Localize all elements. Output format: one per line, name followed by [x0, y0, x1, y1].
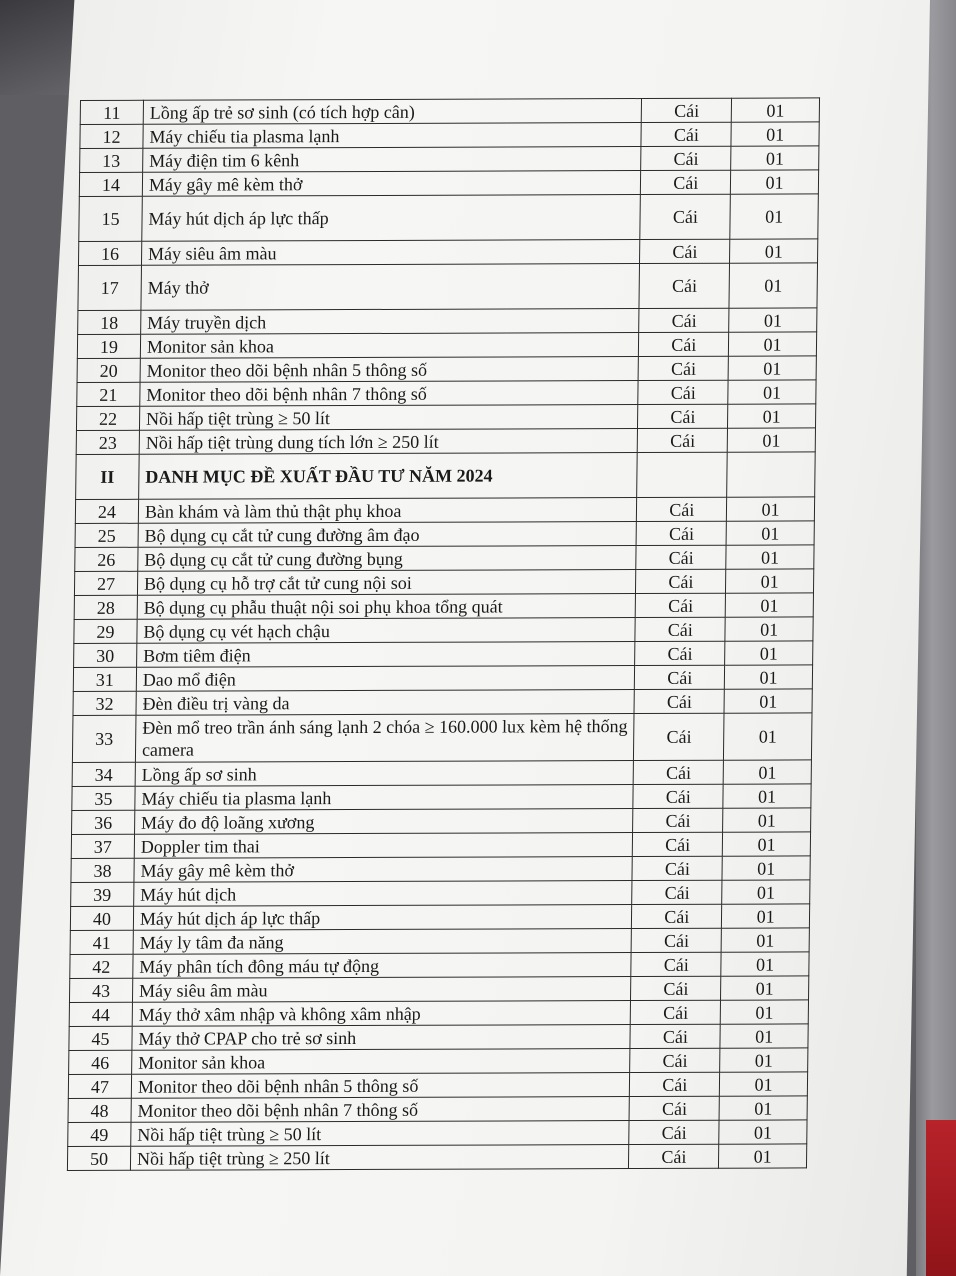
quantity-cell: 01	[725, 665, 813, 689]
unit-cell: Cái	[632, 904, 722, 928]
quantity-cell: 01	[723, 808, 811, 832]
quantity-cell: 01	[725, 641, 813, 665]
item-name-cell: Bộ dụng cụ vét hạch chậu	[137, 618, 636, 644]
quantity-cell: 01	[725, 593, 813, 617]
unit-cell: Cái	[636, 593, 726, 617]
unit-cell: Cái	[629, 1144, 719, 1168]
unit-cell: Cái	[638, 380, 728, 404]
unit-cell: Cái	[632, 880, 722, 904]
table-row	[80, 146, 819, 173]
item-name-cell: Bộ dụng cụ cắt tử cung đường âm đạo	[138, 522, 637, 548]
item-name-cell: Máy thở CPAP cho trẻ sơ sinh	[132, 1025, 631, 1051]
row-number-cell: 14	[79, 172, 142, 196]
row-number-cell: 18	[78, 310, 141, 334]
row-number-cell: 46	[69, 1050, 132, 1074]
unit-cell: Cái	[636, 545, 726, 569]
quantity-cell: 01	[731, 122, 819, 146]
item-name-cell: Máy thở	[141, 264, 640, 311]
unit-cell: Cái	[637, 521, 727, 545]
item-name-cell: Lồng ấp trẻ sơ sinh (có tích hợp cân)	[143, 99, 642, 125]
table-row	[78, 308, 817, 335]
unit-cell: Cái	[637, 497, 727, 521]
equipment-table	[67, 97, 820, 1171]
quantity-cell: 01	[731, 98, 819, 122]
row-number-cell: 11	[80, 100, 143, 124]
table-row	[78, 263, 818, 311]
row-number-cell: 27	[74, 571, 137, 595]
item-name-cell: Bơm tiêm điện	[137, 642, 636, 668]
item-name-cell: DANH MỤC ĐỀ XUẤT ĐẦU TƯ NĂM 2024	[139, 453, 638, 500]
quantity-cell: 01	[731, 146, 819, 170]
item-name-cell: Máy chiếu tia plasma lạnh	[143, 123, 642, 149]
unit-cell: Cái	[633, 808, 723, 832]
row-number-cell: 45	[69, 1026, 132, 1050]
row-number-cell: 43	[69, 978, 132, 1002]
quantity-cell: 01	[730, 239, 818, 263]
unit-cell: Cái	[640, 194, 730, 239]
table-row	[75, 545, 814, 572]
unit-cell: Cái	[638, 428, 728, 452]
table-row	[72, 760, 811, 787]
row-number-cell: 16	[78, 241, 141, 265]
table-row	[76, 428, 815, 455]
item-name-cell: Bộ dụng cụ hỗ trợ cắt tử cung nội soi	[137, 570, 636, 596]
unit-cell: Cái	[639, 263, 729, 308]
unit-cell: Cái	[634, 689, 724, 713]
item-name-cell: Monitor theo dõi bệnh nhân 7 thông số	[131, 1097, 630, 1123]
quantity-cell: 01	[726, 569, 814, 593]
row-number-cell: 30	[74, 643, 137, 667]
item-name-cell: Đèn điều trị vàng da	[136, 690, 635, 716]
row-number-cell: 15	[79, 196, 143, 241]
table-row	[68, 1072, 807, 1099]
row-number-cell: 37	[71, 834, 134, 858]
row-number-cell: 24	[75, 499, 138, 523]
item-name-cell: Máy gây mê kèm thở	[134, 857, 633, 883]
row-number-cell: 26	[75, 547, 138, 571]
item-name-cell: Máy hút dịch áp lực thấp	[142, 195, 641, 242]
row-number-cell: 47	[68, 1074, 131, 1098]
quantity-cell: 01	[723, 784, 811, 808]
row-number-cell: 34	[72, 762, 135, 786]
quantity-cell: 01	[719, 1120, 807, 1144]
item-name-cell: Máy đo độ loãng xương	[134, 809, 633, 835]
table-row	[77, 380, 816, 407]
unit-cell: Cái	[638, 404, 728, 428]
equipment-table-body	[67, 98, 819, 1171]
row-number-cell: 40	[70, 906, 133, 930]
item-name-cell: Máy gây mê kèm thở	[142, 171, 641, 197]
table-row	[71, 856, 810, 883]
row-number-cell: II	[76, 454, 140, 499]
quantity-cell: 01	[721, 952, 809, 976]
row-number-cell: 25	[75, 523, 138, 547]
quantity-cell: 01	[725, 617, 813, 641]
table-row	[68, 1120, 807, 1147]
quantity-cell: 01	[726, 521, 814, 545]
row-number-cell: 32	[73, 691, 136, 715]
unit-cell: Cái	[634, 760, 724, 784]
item-name-cell: Máy ly tâm đa năng	[133, 929, 632, 955]
unit-cell: Cái	[641, 146, 731, 170]
table-row	[80, 122, 819, 149]
table-row	[70, 928, 809, 955]
table-row	[80, 98, 819, 125]
unit-cell: Cái	[632, 856, 722, 880]
quantity-cell: 01	[729, 308, 817, 332]
unit-cell: Cái	[629, 1096, 719, 1120]
quantity-cell: 01	[721, 928, 809, 952]
quantity-cell: 01	[728, 404, 816, 428]
quantity-cell: 01	[728, 356, 816, 380]
table-row	[76, 404, 815, 431]
unit-cell: Cái	[639, 356, 729, 380]
row-number-cell: 21	[77, 382, 140, 406]
unit-cell: Cái	[630, 1048, 720, 1072]
quantity-cell: 01	[731, 170, 819, 194]
quantity-cell: 01	[727, 497, 815, 521]
table-row	[74, 617, 813, 644]
row-number-cell: 19	[77, 334, 140, 358]
table-row	[71, 832, 810, 859]
row-number-cell: 42	[70, 954, 133, 978]
unit-cell: Cái	[639, 332, 729, 356]
unit-cell: Cái	[632, 928, 722, 952]
background-red-object	[926, 1120, 956, 1276]
table-row	[70, 904, 809, 931]
quantity-cell: 01	[724, 689, 812, 713]
table-row	[67, 1144, 806, 1171]
quantity-cell: 01	[720, 1000, 808, 1024]
quantity-cell: 01	[722, 832, 810, 856]
table-row	[72, 713, 812, 763]
row-number-cell: 13	[80, 148, 143, 172]
quantity-cell: 01	[726, 545, 814, 569]
unit-cell: Cái	[633, 832, 723, 856]
row-number-cell: 23	[76, 430, 139, 454]
row-number-cell: 49	[68, 1122, 131, 1146]
table-row	[74, 593, 813, 620]
quantity-cell: 01	[721, 976, 809, 1000]
unit-cell	[637, 452, 727, 497]
row-number-cell: 36	[72, 810, 135, 834]
table-row	[79, 170, 818, 197]
item-name-cell: Bộ dụng cụ phẫu thuật nội soi phụ khoa tổng quát	[137, 594, 636, 620]
table-row	[69, 976, 808, 1003]
quantity-cell: 01	[720, 1024, 808, 1048]
quantity-cell: 01	[730, 194, 818, 239]
unit-cell: Cái	[630, 1024, 720, 1048]
quantity-cell: 01	[729, 263, 817, 308]
table-row	[78, 239, 817, 266]
table-row	[71, 880, 810, 907]
unit-cell: Cái	[641, 122, 731, 146]
quantity-cell: 01	[724, 713, 812, 760]
item-name-cell: Máy điện tim 6 kênh	[143, 147, 642, 173]
row-number-cell: 50	[67, 1146, 130, 1170]
unit-cell: Cái	[642, 98, 732, 122]
item-name-cell: Doppler tim thai	[134, 833, 633, 859]
unit-cell: Cái	[639, 308, 729, 332]
item-name-cell: Đèn mổ treo trần ánh sáng lạnh 2 chóa ≥ 160.000 lux kèm hệ thống camera	[135, 714, 634, 763]
row-number-cell: 17	[78, 265, 142, 310]
unit-cell: Cái	[636, 569, 726, 593]
table-row	[68, 1096, 807, 1123]
unit-cell: Cái	[631, 1000, 721, 1024]
quantity-cell: 01	[719, 1144, 807, 1168]
quantity-cell: 01	[722, 856, 810, 880]
item-name-cell: Bàn khám và làm thủ thật phụ khoa	[138, 498, 637, 524]
item-name-cell: Máy thở xâm nhập và không xâm nhập	[132, 1001, 631, 1027]
item-name-cell: Monitor theo dõi bệnh nhân 7 thông số	[140, 381, 639, 407]
unit-cell: Cái	[635, 665, 725, 689]
item-name-cell: Máy phân tích đông máu tự động	[133, 953, 632, 979]
item-name-cell: Nồi hấp tiệt trùng ≥ 50 lít	[131, 1121, 630, 1147]
item-name-cell: Monitor theo dõi bệnh nhân 5 thông số	[131, 1073, 630, 1099]
unit-cell: Cái	[640, 239, 730, 263]
row-number-cell: 12	[80, 124, 143, 148]
row-number-cell: 41	[70, 930, 133, 954]
table-row	[72, 784, 811, 811]
row-number-cell: 39	[71, 882, 134, 906]
table-row	[69, 1000, 808, 1027]
item-name-cell: Monitor theo dõi bệnh nhân 5 thông số	[140, 357, 639, 383]
item-name-cell: Máy siêu âm màu	[141, 240, 640, 266]
unit-cell: Cái	[631, 952, 721, 976]
table-row	[75, 521, 814, 548]
quantity-cell	[727, 452, 815, 497]
table-row	[72, 808, 811, 835]
row-number-cell: 38	[71, 858, 134, 882]
section-header-row	[76, 452, 816, 500]
quantity-cell: 01	[719, 1096, 807, 1120]
item-name-cell: Máy chiếu tia plasma lạnh	[135, 785, 634, 811]
item-name-cell: Nồi hấp tiệt trùng dung tích lớn ≥ 250 lít	[139, 429, 638, 455]
quantity-cell: 01	[720, 1048, 808, 1072]
quantity-cell: 01	[723, 760, 811, 784]
table-row	[70, 952, 809, 979]
row-number-cell: 44	[69, 1002, 132, 1026]
row-number-cell: 29	[74, 619, 137, 643]
table-row	[73, 665, 812, 692]
unit-cell: Cái	[641, 170, 731, 194]
table-row	[79, 194, 819, 242]
item-name-cell: Nồi hấp tiệt trùng ≥ 250 lít	[130, 1145, 629, 1171]
unit-cell: Cái	[635, 617, 725, 641]
quantity-cell: 01	[727, 428, 815, 452]
item-name-cell: Máy hút dịch áp lực thấp	[133, 905, 632, 931]
item-name-cell: Nồi hấp tiệt trùng ≥ 50 lít	[139, 405, 638, 431]
row-number-cell: 28	[74, 595, 137, 619]
unit-cell: Cái	[633, 784, 723, 808]
row-number-cell: 48	[68, 1098, 131, 1122]
table-row	[75, 497, 814, 524]
table-row	[77, 356, 816, 383]
item-name-cell: Máy siêu âm màu	[132, 977, 631, 1003]
item-name-cell: Dao mổ điện	[136, 666, 635, 692]
quantity-cell: 01	[728, 380, 816, 404]
item-name-cell: Monitor sản khoa	[140, 333, 639, 359]
quantity-cell: 01	[722, 880, 810, 904]
quantity-cell: 01	[720, 1072, 808, 1096]
item-name-cell: Máy truyền dịch	[141, 309, 640, 335]
unit-cell: Cái	[631, 976, 721, 1000]
item-name-cell: Máy hút dịch	[134, 881, 633, 907]
quantity-cell: 01	[729, 332, 817, 356]
unit-cell: Cái	[629, 1120, 719, 1144]
table-row	[73, 689, 812, 716]
quantity-cell: 01	[722, 904, 810, 928]
row-number-cell: 33	[72, 715, 136, 762]
unit-cell: Cái	[634, 713, 724, 760]
item-name-cell: Lồng ấp sơ sinh	[135, 761, 634, 787]
table-row	[74, 641, 813, 668]
item-name-cell: Monitor sản khoa	[132, 1049, 631, 1075]
row-number-cell: 22	[76, 406, 139, 430]
table-row	[69, 1024, 808, 1051]
table-row	[77, 332, 816, 359]
row-number-cell: 31	[73, 667, 136, 691]
table-row	[74, 569, 813, 596]
document-page	[67, 97, 820, 1171]
row-number-cell: 20	[77, 358, 140, 382]
item-name-cell: Bộ dụng cụ cắt tử cung đường bụng	[138, 546, 637, 572]
unit-cell: Cái	[630, 1072, 720, 1096]
table-row	[69, 1048, 808, 1075]
unit-cell: Cái	[635, 641, 725, 665]
row-number-cell: 35	[72, 786, 135, 810]
